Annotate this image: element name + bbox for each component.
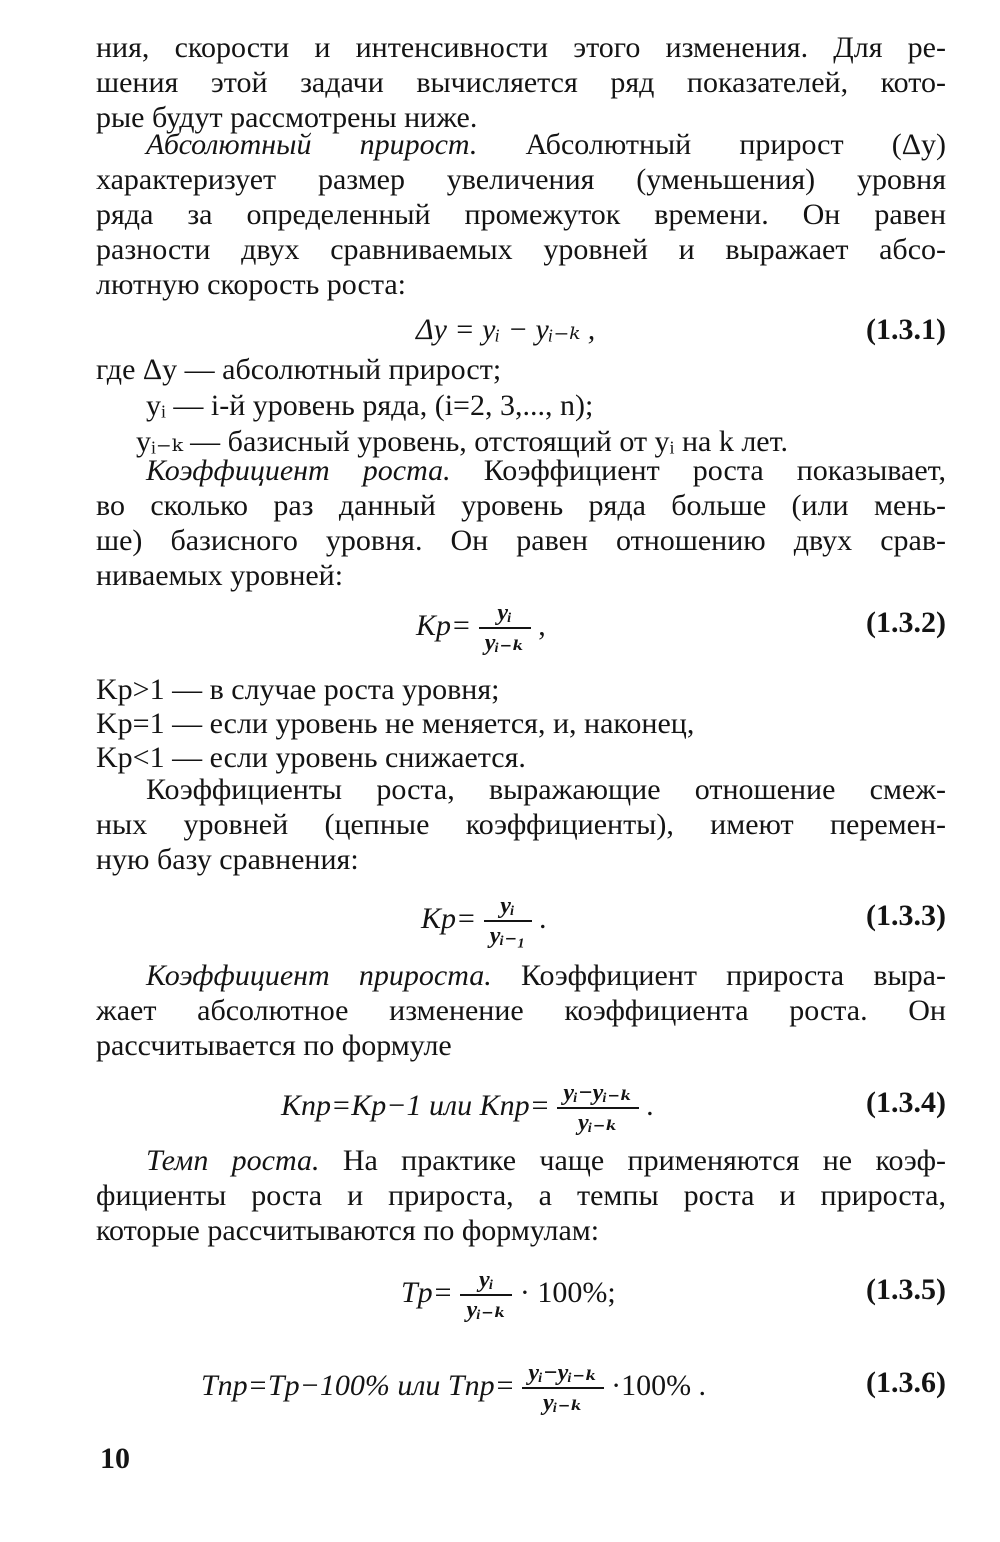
equation-number: (1.3.2)	[866, 606, 946, 639]
denominator: yᵢ₋ₖ	[479, 627, 531, 657]
section-heading: Коэффициент роста.	[146, 454, 451, 487]
text-line: во сколько раз данный уровень ряда больше (или мень-	[96, 489, 946, 522]
fraction	[479, 599, 531, 657]
section-heading: Темп роста.	[146, 1144, 320, 1177]
equation-lhs: Kпр=Kр−1 или Kпр=	[281, 1088, 550, 1122]
text-line	[96, 958, 946, 993]
numerator: yᵢ	[497, 600, 513, 626]
text-fragment: Коэффициент прироста выра-	[491, 959, 946, 992]
text-line: которые рассчитываются по формулам:	[96, 1214, 600, 1247]
text-line: Коэффициенты роста, выражающие отношение смеж-	[146, 773, 946, 806]
text-line: yᵢ₋ₖ — базисный уровень, отстоящий от yᵢ на k лет.	[136, 425, 788, 458]
growth-rate-paragraph	[96, 1143, 946, 1248]
equation	[201, 1359, 706, 1417]
numerator: yᵢ−yᵢ₋ₖ	[528, 1360, 598, 1386]
numerator: yᵢ	[500, 893, 515, 919]
equation	[416, 599, 546, 657]
equation-lhs: Tпр=Tр−100% или Tпр=	[201, 1368, 515, 1402]
text-line: Kр>1 — в случае роста уровня;	[96, 673, 500, 706]
fraction	[522, 1359, 603, 1417]
definition-list	[96, 352, 946, 460]
equation-number: (1.3.6)	[866, 1366, 946, 1399]
text-line: разности двух сравниваемых уровней и выражает абсо-	[96, 233, 946, 266]
equation-number: (1.3.3)	[866, 899, 946, 932]
equation-number: (1.3.5)	[866, 1273, 946, 1306]
intro-paragraph	[96, 30, 946, 135]
text-line: лютную скорость роста:	[96, 268, 406, 301]
equation-row	[96, 1267, 946, 1323]
fraction	[557, 1079, 638, 1137]
text-line: характеризует размер увеличения (уменьшения) уровня	[96, 163, 946, 196]
absolute-increment-paragraph	[96, 127, 946, 302]
denominator: yᵢ₋ₖ	[522, 1387, 603, 1417]
equation-lhs: Tр=	[401, 1275, 453, 1309]
fraction	[460, 1266, 512, 1324]
equation-row	[96, 312, 946, 348]
text-line: рые будут рассмотрены ниже.	[96, 101, 478, 134]
equation-row	[96, 600, 946, 656]
denominator: yᵢ₋₁	[484, 920, 532, 950]
text-line: рассчитывается по формуле	[96, 1029, 452, 1062]
equation-row	[96, 1360, 946, 1416]
equation: Δy = yᵢ − yᵢ₋ₖ ,	[416, 313, 596, 346]
text-line: yᵢ — i-й уровень ряда, (i=2, 3,..., n);	[146, 389, 594, 422]
text-fragment: На практике чаще применяются не коэф-	[319, 1144, 946, 1177]
denominator: yᵢ₋ₖ	[460, 1294, 512, 1324]
section-heading: Коэффициент прироста.	[146, 959, 492, 992]
equation-lhs: Kр=	[416, 608, 472, 642]
text-line: Kр=1 — если уровень не меняется, и, наконец,	[96, 707, 695, 740]
text-line: Kр<1 — если уровень снижается.	[96, 741, 526, 774]
equation-row	[96, 1080, 946, 1136]
text-line: жает абсолютное изменение коэффициента роста. Он	[96, 994, 946, 1027]
equation	[401, 1266, 616, 1324]
equation-tail: · 100%;	[519, 1275, 616, 1309]
text-line	[96, 1143, 946, 1178]
text-line: ных уровней (цепные коэффициенты), имеют перемен-	[96, 808, 946, 841]
equation-lhs: Kр=	[421, 901, 477, 935]
text-line	[96, 127, 946, 162]
text-fragment: Абсолютный прирост (Δy)	[477, 128, 946, 161]
text-line: шения этой задачи вычисляется ряд показателей, кото-	[96, 66, 946, 99]
numerator: yᵢ	[479, 1267, 494, 1293]
text-line: где Δy — абсолютный прирост;	[96, 353, 502, 386]
equation-tail: ,	[538, 608, 546, 642]
equation-tail: .	[539, 901, 547, 935]
text-line: ния, скорости и интенсивности этого изменения. Для ре-	[96, 31, 946, 64]
text-line: ную базу сравнения:	[96, 843, 359, 876]
equation-tail: .	[646, 1088, 654, 1122]
chain-coefficient-paragraph	[96, 772, 946, 877]
text-line: ряда за определенный промежуток времени. Он равен	[96, 198, 946, 231]
denominator: yᵢ₋ₖ	[557, 1107, 638, 1137]
equation	[421, 892, 547, 950]
numerator: yᵢ−yᵢ₋ₖ	[563, 1080, 633, 1106]
equation-row	[96, 893, 946, 949]
text-line: ше) базисного уровня. Он равен отношению двух срав-	[96, 524, 946, 557]
equation-number: (1.3.4)	[866, 1086, 946, 1119]
equation	[281, 1079, 654, 1137]
equation-tail: ·100% .	[611, 1368, 707, 1402]
text-line: фициенты роста и прироста, а темпы роста и прироста,	[96, 1179, 946, 1212]
equation-number: (1.3.1)	[866, 313, 946, 346]
cases-list	[96, 673, 946, 775]
increment-coefficient-paragraph	[96, 958, 946, 1063]
fraction	[484, 892, 532, 950]
text-line	[96, 453, 946, 488]
text-fragment: Коэффициент роста показывает,	[450, 454, 946, 487]
page-number: 10	[100, 1442, 130, 1475]
text-line: ниваемых уровней:	[96, 559, 344, 592]
section-heading: Абсолютный прирост.	[146, 128, 478, 161]
growth-coefficient-paragraph	[96, 453, 946, 593]
